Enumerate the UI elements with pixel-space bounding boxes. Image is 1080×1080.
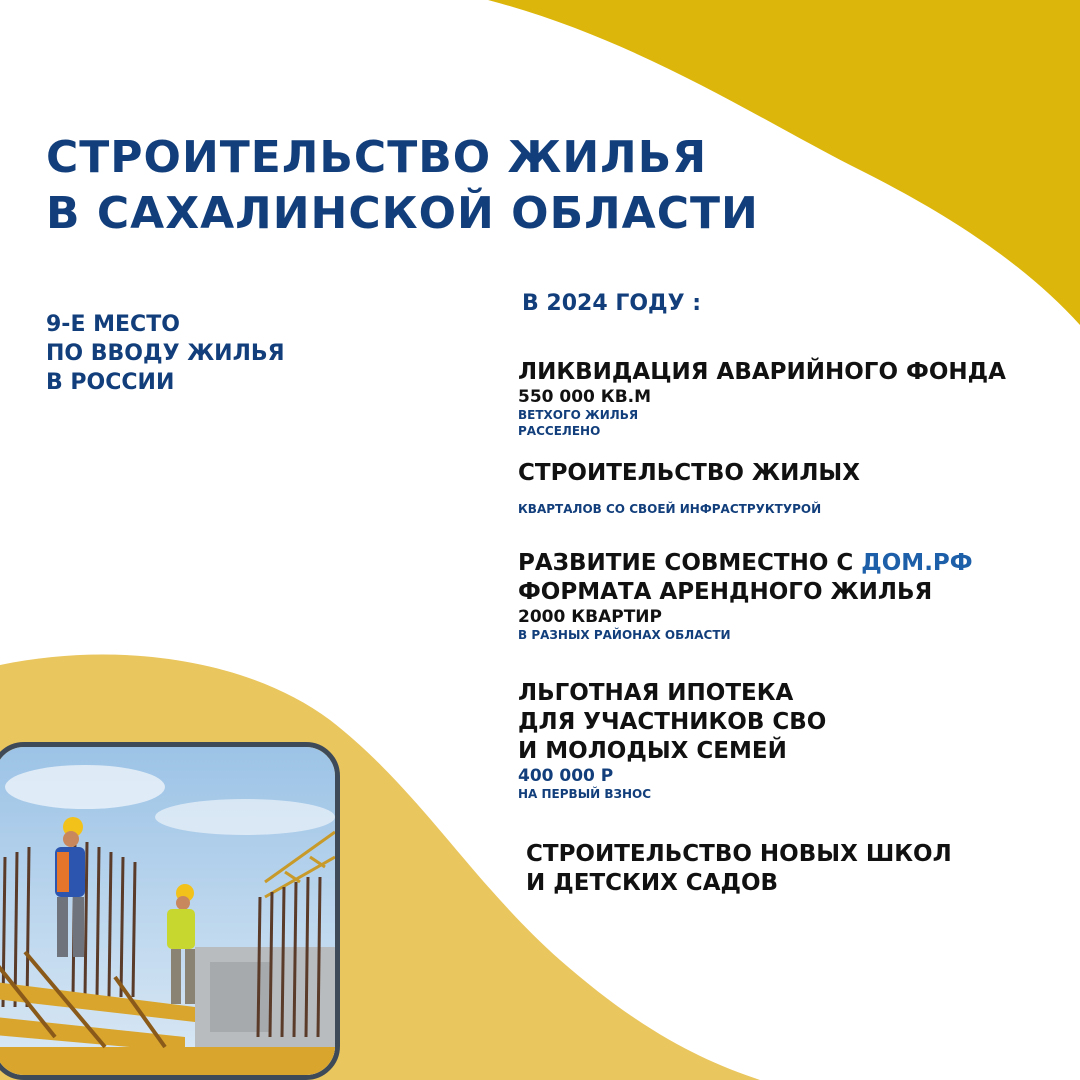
item-heading: СТРОИТЕЛЬСТВО ЖИЛЫХ bbox=[518, 460, 860, 486]
construction-workers-photo bbox=[0, 742, 340, 1080]
item-sub-2: РАССЕЛЕНО bbox=[518, 424, 601, 438]
item-heading-3: И МОЛОДЫХ СЕМЕЙ bbox=[518, 738, 787, 764]
item-sub-1: В РАЗНЫХ РАЙОНАХ ОБЛАСТИ bbox=[518, 628, 731, 642]
rank-statement bbox=[46, 310, 285, 397]
item-heading-2: ФОРМАТА АРЕНДНОГО ЖИЛЬЯ bbox=[518, 579, 933, 605]
rank-line-2: ПО ВВОДУ ЖИЛЬЯ bbox=[46, 341, 285, 366]
item-heading-2: И ДЕТСКИХ САДОВ bbox=[526, 870, 779, 896]
title-line-1: СТРОИТЕЛЬСТВО ЖИЛЬЯ bbox=[46, 132, 708, 183]
item-heading-prefix: РАЗВИТИЕ СОВМЕСТНО С bbox=[518, 550, 862, 576]
item-value: 550 000 КВ.М bbox=[518, 387, 652, 407]
page-title bbox=[46, 130, 759, 242]
item-preferential-mortgage bbox=[518, 679, 826, 802]
item-heading-1: СТРОИТЕЛЬСТВО НОВЫХ ШКОЛ bbox=[526, 841, 952, 867]
item-heading-2: ДЛЯ УЧАСТНИКОВ СВО bbox=[518, 709, 827, 735]
item-residential-quarters bbox=[518, 459, 860, 517]
rank-line-3: В РОССИИ bbox=[46, 370, 175, 395]
dom-rf-label: ДОМ.РФ bbox=[861, 550, 973, 576]
rank-line-1: 9-Е МЕСТО bbox=[46, 312, 180, 337]
title-line-2: В САХАЛИНСКОЙ ОБЛАСТИ bbox=[46, 188, 759, 239]
item-value: 400 000 Р bbox=[518, 766, 614, 786]
item-rental-housing bbox=[518, 549, 973, 643]
item-heading bbox=[518, 549, 973, 578]
item-sub-1: КВАРТАЛОВ СО СВОЕЙ ИНФРАСТРУКТУРОЙ bbox=[518, 502, 822, 516]
item-sub-1: НА ПЕРВЫЙ ВЗНОС bbox=[518, 787, 652, 801]
item-emergency-housing bbox=[518, 358, 1006, 439]
year-heading: В 2024 ГОДУ : bbox=[522, 291, 702, 316]
item-heading-1: ЛЬГОТНАЯ ИПОТЕКА bbox=[518, 680, 794, 706]
item-value: 2000 КВАРТИР bbox=[518, 607, 662, 627]
item-heading: ЛИКВИДАЦИЯ АВАРИЙНОГО ФОНДА bbox=[518, 359, 1006, 385]
item-sub-1: ВЕТХОГО ЖИЛЬЯ bbox=[518, 408, 639, 422]
item-schools-kindergartens bbox=[526, 840, 952, 898]
